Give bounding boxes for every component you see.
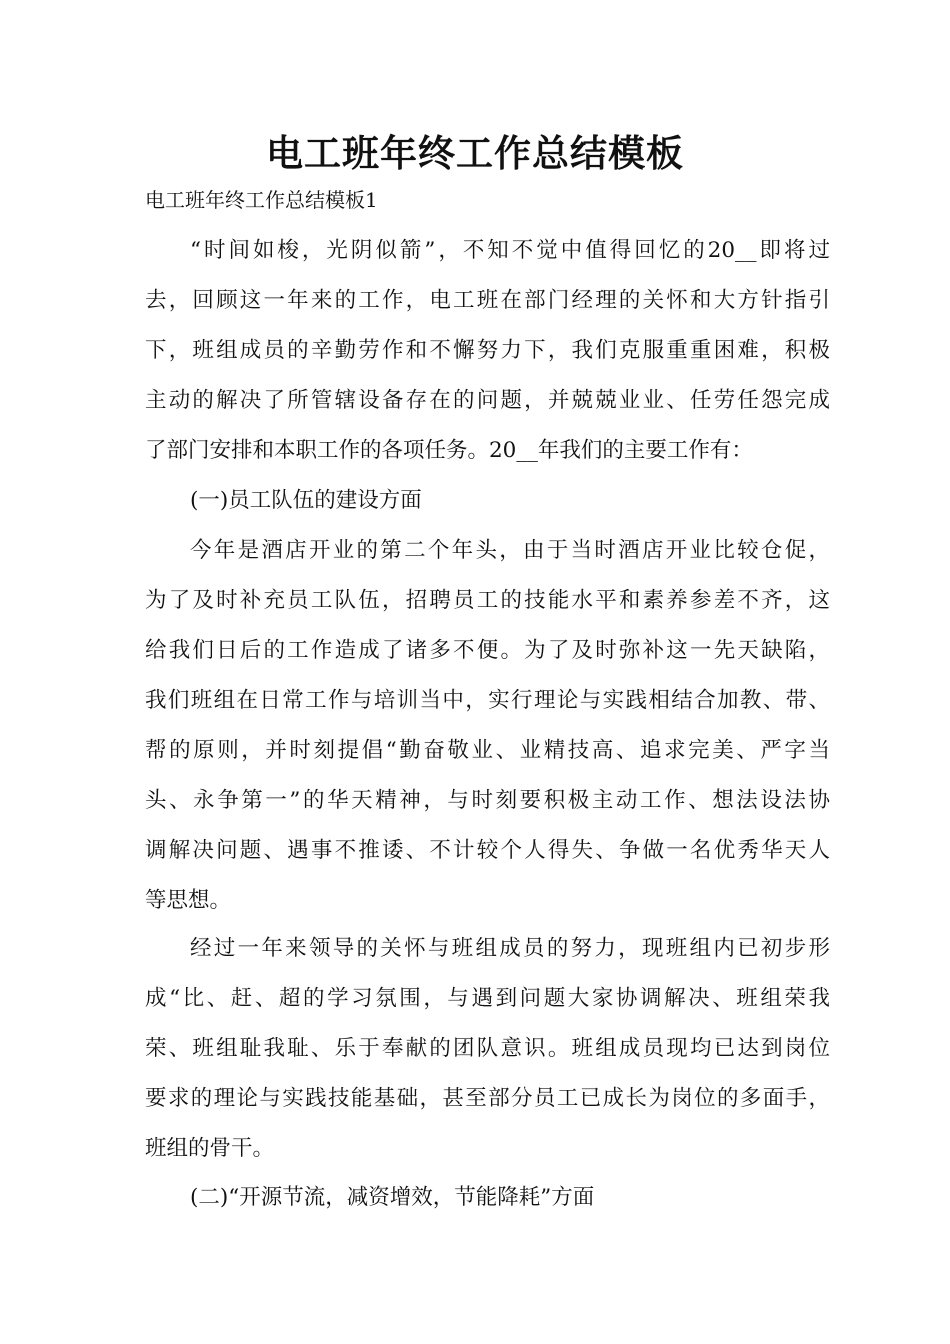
paragraph-staff bbox=[145, 526, 830, 926]
paragraph-team bbox=[145, 924, 830, 1174]
paragraph-line: “时间如梭，光阴似箭”，不知不觉中值得回忆的20__即将过 bbox=[190, 238, 830, 263]
paragraph-line: 我们班组在日常工作与培训当中，实行理论与实践相结合加教、带、 bbox=[145, 688, 830, 713]
document-title: 电工班年终工作总结模板 bbox=[266, 131, 684, 175]
paragraph-line: 等思想。 bbox=[145, 888, 232, 913]
document-subtitle: 电工班年终工作总结模板1 bbox=[145, 188, 378, 212]
paragraph-line: 主动的解决了所管辖设备存在的问题，并兢兢业业、任劳任怨完成 bbox=[145, 388, 830, 413]
paragraph-line: 了部门安排和本职工作的各项任务。20__年我们的主要工作有： bbox=[145, 438, 753, 463]
section-heading-1: (一)员工队伍的建设方面 bbox=[190, 488, 422, 513]
paragraph-line: 要求的理论与实践技能基础，甚至部分员工已成长为岗位的多面手， bbox=[145, 1086, 830, 1111]
paragraph-line: 成“比、赶、超的学习氛围，与遇到问题大家协调解决、班组荣我 bbox=[145, 986, 830, 1011]
paragraph-line: 下，班组成员的辛勤劳作和不懈努力下，我们克服重重困难，积极 bbox=[145, 338, 830, 363]
paragraph-intro bbox=[145, 226, 830, 476]
paragraph-line: 今年是酒店开业的第二个年头，由于当时酒店开业比较仓促， bbox=[190, 538, 830, 563]
paragraph-line: 去，回顾这一年来的工作，电工班在部门经理的关怀和大方针指引 bbox=[145, 288, 830, 313]
paragraph-line: 头、永争第一”的华天精神，与时刻要积极主动工作、想法设法协 bbox=[145, 788, 830, 813]
paragraph-line: 帮的原则，并时刻提倡“勤奋敬业、业精技高、追求完美、严字当 bbox=[145, 738, 830, 763]
paragraph-line: 调解决问题、遇事不推诿、不计较个人得失、争做一名优秀华天人 bbox=[145, 838, 830, 863]
section-heading-2: (二)“开源节流，减资增效，节能降耗”方面 bbox=[190, 1185, 595, 1210]
paragraph-line: 经过一年来领导的关怀与班组成员的努力，现班组内已初步形 bbox=[190, 936, 830, 961]
paragraph-line: 给我们日后的工作造成了诸多不便。为了及时弥补这一先天缺陷， bbox=[145, 638, 830, 663]
paragraph-line: 荣、班组耻我耻、乐于奉献的团队意识。班组成员现均已达到岗位 bbox=[145, 1036, 830, 1061]
paragraph-line: 为了及时补充员工队伍，招聘员工的技能水平和素养参差不齐，这 bbox=[145, 588, 830, 613]
paragraph-line: 班组的骨干。 bbox=[145, 1136, 275, 1161]
